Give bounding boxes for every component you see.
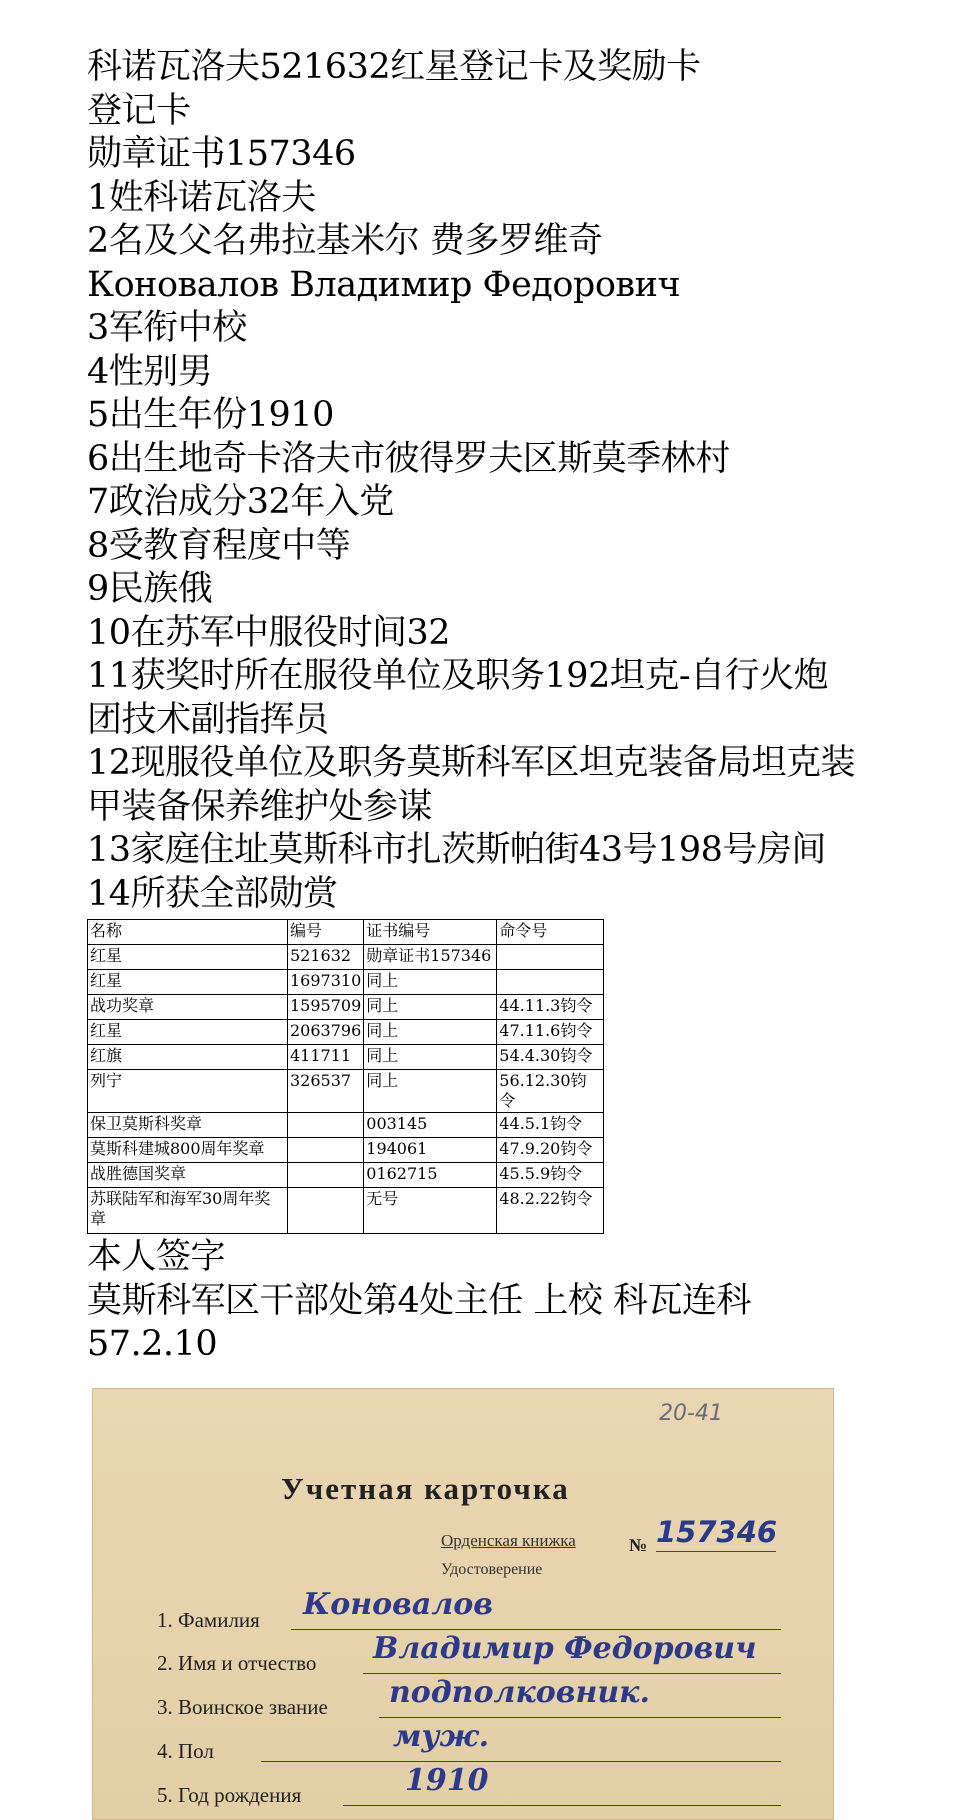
table-header-cell: 证书编号 [364, 920, 497, 945]
table-row [88, 1138, 604, 1163]
card-udost-label: Удостоверение [441, 1561, 543, 1578]
card-number-label: № [629, 1535, 648, 1555]
table-cell: 苏联陆军和海军30周年奖章 [88, 1188, 288, 1234]
table-cell: 47.11.6钧令 [497, 1020, 604, 1045]
certificate-number: 勋章证书157346 [87, 134, 356, 174]
table-cell: 同上 [364, 995, 497, 1020]
field-education: 8受教育程度中等 [87, 525, 351, 566]
table-cell: 无号 [364, 1188, 497, 1234]
table-cell: 54.4.30钧令 [497, 1045, 604, 1070]
field-birth-year: 5出生年份1910 [87, 395, 334, 435]
document-body [87, 46, 887, 1367]
table-row [88, 995, 604, 1020]
card-orden-label: Орденская книжка [441, 1531, 576, 1550]
document-date: 57.2.10 [87, 1324, 218, 1364]
card-book-number: 157346 [656, 1515, 778, 1549]
card-row-label: 3. Воинское звание [157, 1695, 328, 1719]
table-row [88, 970, 604, 995]
document-subtitle: 登记卡 [87, 90, 191, 131]
table-cell: 保卫莫斯科奖章 [88, 1113, 288, 1138]
card-title: Учетная карточка [281, 1471, 570, 1506]
card-row-underline [261, 1761, 781, 1762]
card-row-underline [291, 1629, 781, 1630]
table-cell: 同上 [364, 970, 497, 995]
field-address: 13家庭住址莫斯科市扎茨斯帕街43号198号房间 [87, 830, 826, 870]
table-cell: 莫斯科建城800周年奖章 [88, 1138, 288, 1163]
table-cell: 列宁 [88, 1070, 288, 1113]
table-cell: 003145 [364, 1113, 497, 1138]
card-row-label: 2. Имя и отчество [157, 1651, 317, 1675]
table-row [88, 945, 604, 970]
table-cell [288, 1163, 364, 1188]
field-surname: 1姓科诺瓦洛夫 [87, 177, 316, 218]
table-cell: 194061 [364, 1138, 497, 1163]
table-cell: 红星 [88, 1020, 288, 1045]
table-cell: 1697310 [288, 970, 364, 995]
card-row-value: Владимир Федорович [373, 1631, 757, 1666]
table-cell: 56.12.30钧令 [497, 1070, 604, 1113]
card-row-value: Коновалов [303, 1587, 493, 1622]
table-row [88, 1070, 604, 1113]
table-cell [288, 1113, 364, 1138]
table-row [88, 1113, 604, 1138]
card-row-underline [363, 1673, 781, 1674]
card-row-underline [379, 1717, 781, 1718]
table-header-row [88, 920, 604, 945]
table-cell: 0162715 [364, 1163, 497, 1188]
table-cell: 同上 [364, 1020, 497, 1045]
table-row [88, 1163, 604, 1188]
table-cell: 45.5.9钧令 [497, 1163, 604, 1188]
table-header-cell: 编号 [288, 920, 364, 945]
field-all-awards: 14所获全部勋赏 [87, 873, 338, 914]
signature-label: 本人签字 [87, 1237, 226, 1277]
table-cell [288, 1138, 364, 1163]
card-row-label: 4. Пол [157, 1739, 214, 1763]
table-cell: 326537 [288, 1070, 364, 1113]
field-rank: 3军衔中校 [87, 308, 247, 348]
officer-line: 莫斯科军区干部处第4处主任 上校 科瓦连科 [87, 1280, 752, 1321]
table-cell: 47.9.20钧令 [497, 1138, 604, 1163]
card-number-underline [656, 1551, 776, 1552]
field-unit-at-award: 11获奖时所在服役单位及职务192坦克-自行火炮团技术副指挥员 [87, 656, 829, 740]
document-title: 科诺瓦洛夫521632红星登记卡及奖励卡 [87, 47, 701, 87]
table-cell [288, 1188, 364, 1234]
field-name-patronymic: 2名及父名弗拉基米尔 费多罗维奇 [87, 221, 603, 261]
table-cell: 战胜德国奖章 [88, 1163, 288, 1188]
awards-table [87, 919, 604, 1234]
table-cell: 1595709 [288, 995, 364, 1020]
card-row-label: 5. Год рождения [157, 1783, 302, 1807]
table-cell: 521632 [288, 945, 364, 970]
card-row-label: 1. Фамилия [157, 1608, 260, 1632]
table-cell: 同上 [364, 1070, 497, 1113]
table-cell: 44.5.1钧令 [497, 1113, 604, 1138]
card-row-value: 1910 [405, 1763, 489, 1798]
table-cell: 411711 [288, 1045, 364, 1070]
table-row [88, 1045, 604, 1070]
table-cell [497, 970, 604, 995]
table-cell: 2063796 [288, 1020, 364, 1045]
table-row [88, 1188, 604, 1234]
table-cell: 同上 [364, 1045, 497, 1070]
table-cell: 红星 [88, 945, 288, 970]
card-corner-note: 20-41 [659, 1401, 723, 1426]
field-nationality: 9民族俄 [87, 569, 213, 609]
table-cell: 红星 [88, 970, 288, 995]
field-gender: 4性别男 [87, 351, 213, 392]
table-cell: 48.2.22钧令 [497, 1188, 604, 1234]
table-header-cell: 名称 [88, 920, 288, 945]
table-cell: 战功奖章 [88, 995, 288, 1020]
card-row-value: подполковник. [389, 1675, 650, 1710]
field-service-time: 10在苏军中服役时间32 [87, 612, 451, 653]
card-row-value: муж. [393, 1719, 490, 1754]
card-row-underline [343, 1805, 781, 1806]
scanned-registration-card [92, 1388, 834, 1820]
table-cell [497, 945, 604, 970]
field-birthplace: 6出生地奇卡洛夫市彼得罗夫区斯莫季林村 [87, 438, 730, 479]
field-current-unit: 12现服役单位及职务莫斯科军区坦克装备局坦克装甲装备保养维护处参谋 [87, 743, 856, 827]
field-russian-name: Коновалов Владимир Федорович [87, 264, 681, 305]
table-row [88, 1020, 604, 1045]
table-cell: 勋章证书157346 [364, 945, 497, 970]
table-cell: 44.11.3钧令 [497, 995, 604, 1020]
table-header-cell: 命令号 [497, 920, 604, 945]
field-party: 7政治成分32年入党 [87, 482, 394, 522]
table-cell: 红旗 [88, 1045, 288, 1070]
